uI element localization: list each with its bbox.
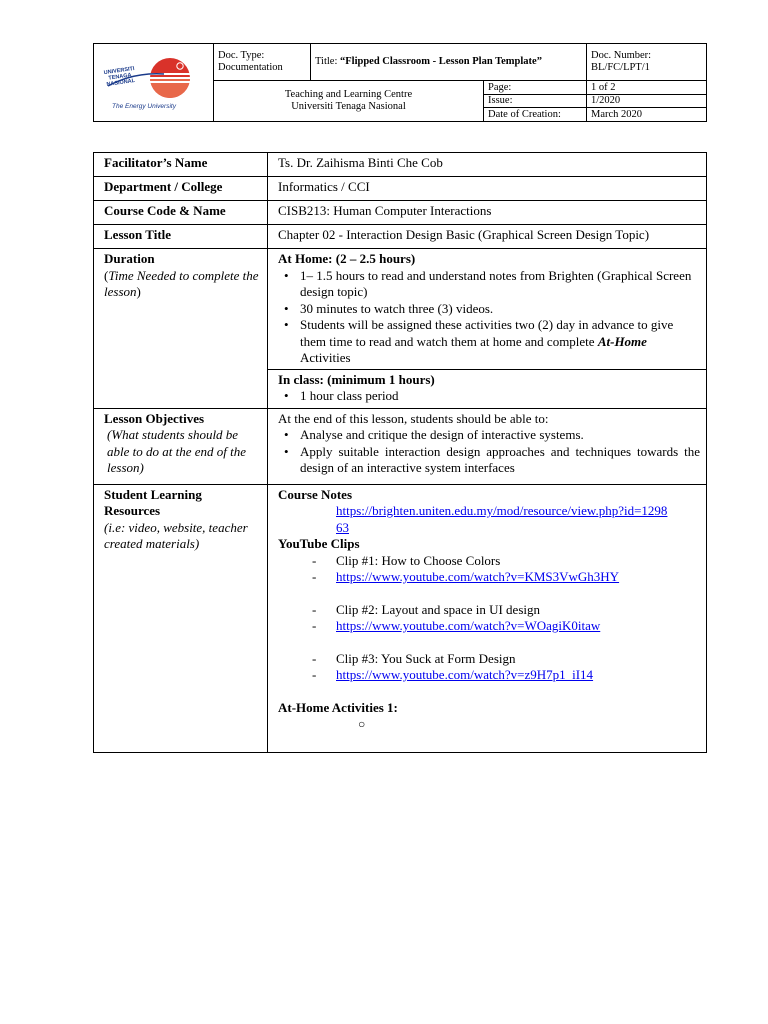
duration-close-paren: ) [136,284,141,299]
page-value: 1 of 2 [587,81,707,95]
logo-tagline: The Energy University [112,103,176,110]
lesson-plan-table [93,152,707,753]
dash-marker: - [312,667,317,682]
issue-value: 1/2020 [587,95,707,108]
list-item: • 30 minutes to watch three (3) videos. [300,301,700,318]
date-value: March 2020 [587,108,707,122]
list-item: • Analyse and critique the design of interactive systems. [300,427,700,444]
row-resources [94,484,707,752]
course-value: CISB213: Human Computer Interactions [268,201,707,225]
at-home-item3-emphasis: At-Home [597,333,647,349]
clip-3-title-row [278,651,700,668]
title-cell [311,44,587,81]
in-class-cell [268,369,707,408]
duration-open-paren: ( [104,267,109,283]
duration-sub-text: Time Needed to complete the lesson [104,267,259,299]
issue-label: Issue: [484,95,587,108]
university-logo [94,44,214,121]
row-duration-home [94,249,707,370]
clip-1-link-row [278,569,700,586]
dash-marker: - [312,650,317,666]
list-item: • 1 hour class period [300,388,700,405]
at-home-heading: At Home: (2 – 2.5 hours) [278,251,416,266]
page-label: Page: [484,81,587,95]
dash-marker: - [312,552,317,568]
list-item [300,317,700,367]
resources-cell [268,484,707,752]
clip-3-link-row [278,667,700,684]
clip-2-title: Clip #2: Layout and space in UI design [336,601,540,617]
at-home-item3-tail: Activities [300,350,351,365]
resources-label-cell [94,484,268,752]
clip-2-title-row [278,602,700,619]
course-notes-heading: Course Notes [278,486,353,502]
list-item: • 1– 1.5 hours to read and understand notes from Brighten (Graphical Screen design topic) [300,268,700,301]
duration-label: Duration [104,251,155,266]
row-course [94,201,707,225]
in-class-list [278,388,700,405]
lesson-title-value: Chapter 02 - Interaction Design Basic (Graphical Screen Design Topic) [268,225,707,249]
title-prefix: Title: [315,56,340,67]
logo-university-name: UNIVERSITI TENAGA NASIONAL [103,65,136,88]
at-home-list [278,268,700,367]
doc-type-label: Doc. Type: [218,50,265,61]
department-value: Informatics / CCI [268,177,707,201]
youtube-heading: YouTube Clips [278,536,360,551]
clip-1-link[interactable]: https://www.youtube.com/watch?v=KMS3VwGh3HY [336,569,620,584]
objectives-intro: At the end of this lesson, students should be able to: [278,410,549,426]
in-class-heading: In class: (minimum 1 hours) [278,371,435,387]
dash-marker: - [312,569,317,584]
objectives-list [278,427,700,477]
row-objectives [94,408,707,484]
row-department [94,177,707,201]
date-label: Date of Creation: [484,108,587,122]
at-home-cell [268,249,707,370]
objectives-label-cell [94,408,268,484]
course-notes-link[interactable]: https://brighten.uniten.edu.my/mod/resource/view.php?id=129863 [336,503,668,535]
doc-type-value: Documentation [218,62,283,73]
clip-2-link-row [278,618,700,635]
resources-label: Student Learning Resources [104,486,202,518]
logo-cell [94,44,214,122]
objectives-label: Lesson Objectives [104,410,205,426]
department-label: Department / College [94,177,268,201]
centre-line-1: Teaching and Learning Centre [284,89,413,100]
objectives-sub: (What students should be able to do at the end of the lesson) [107,427,247,475]
doc-number-value: BL/FC/LPT/1 [591,62,650,73]
activities-heading: At-Home Activities 1: [278,699,398,715]
activities-bullet: ○ [358,717,366,731]
row-lesson-title [94,225,707,249]
clip-1-title-row [278,553,700,570]
facilitator-value: Ts. Dr. Zaihisma Binti Che Cob [268,153,707,177]
course-label: Course Code & Name [94,201,268,225]
document-title: “Flipped Classroom - Lesson Plan Template” [340,56,542,67]
list-item: • Apply suitable interaction design approaches and techniques towards the design of an interactive system interfaces [300,444,700,477]
dash-marker: - [312,618,317,633]
at-home-item3-text: Students will be assigned these activities two (2) day in advance to give them time to read and watch them at home and complete [300,317,674,349]
dash-marker: - [312,601,317,617]
clip-3-link[interactable]: https://www.youtube.com/watch?v=z9H7p1_iI14 [336,667,594,682]
objectives-cell [268,408,707,484]
facilitator-label: Facilitator’s Name [94,153,268,177]
resources-sub: (i.e: video, website, teacher created materials) [104,519,248,551]
clip-2-link[interactable]: https://www.youtube.com/watch?v=WOagiK0itaw [336,618,601,633]
duration-sub [104,268,261,301]
centre-cell [214,81,484,122]
row-facilitator [94,153,707,177]
document-header [93,43,707,122]
doc-number-label: Doc. Number: [591,50,652,61]
doc-type-cell [214,44,311,81]
doc-number-cell [587,44,707,81]
duration-label-cell [94,249,268,409]
clip-3-title: Clip #3: You Suck at Form Design [336,650,516,666]
clip-1-title: Clip #1: How to Choose Colors [336,552,501,568]
lesson-title-label: Lesson Title [94,225,268,249]
centre-line-2: Universiti Tenaga Nasional [291,101,406,112]
